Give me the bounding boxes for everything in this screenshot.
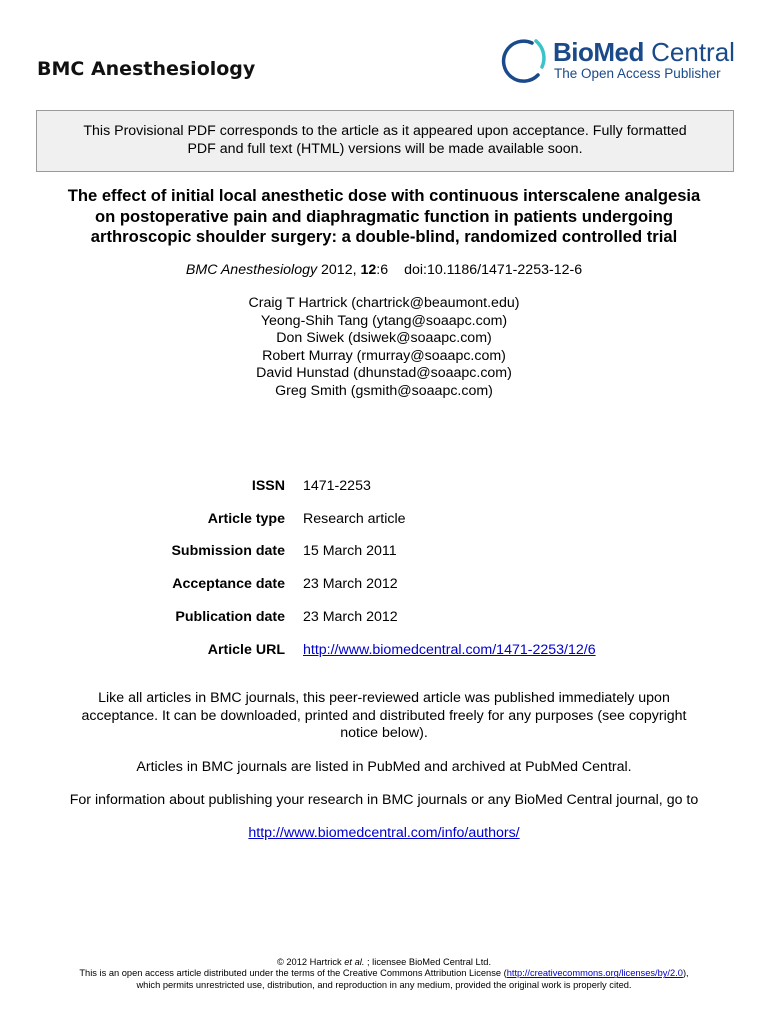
author-entry: Craig T Hartrick (chartrick@beaumont.edu) [248, 295, 520, 311]
author-list [0, 295, 768, 401]
authors-info-link-wrapper [40, 825, 728, 843]
meta-row-acceptance-date [0, 576, 768, 596]
article-title-line: The effect of initial local anesthetic dose with continuous interscalene analgesia [67, 186, 701, 205]
meta-label: Submission date [171, 543, 285, 559]
paragraph-line: acceptance. It can be downloaded, printed and distributed freely for any purposes (see copyright [81, 707, 687, 724]
meta-value: 15 March 2011 [303, 543, 397, 559]
provisional-notice-box [36, 110, 734, 172]
meta-row-submission-date [0, 543, 768, 563]
citation-year: 2012, [321, 262, 357, 278]
meta-label: ISSN [251, 478, 285, 494]
meta-label: Article URL [207, 642, 285, 658]
meta-label: Article type [207, 511, 285, 527]
meta-value: 23 March 2012 [303, 576, 398, 592]
author-entry: Robert Murray (rmurray@soaapc.com) [262, 347, 506, 364]
article-url-link[interactable]: http://www.biomedcentral.com/1471-2253/12/6 [303, 642, 596, 658]
paragraph-line: notice below). [340, 725, 428, 742]
logo-tagline: The Open Access Publisher [554, 66, 721, 81]
logo-brand [553, 37, 735, 67]
license-line [0, 968, 768, 979]
meta-row-publication-date [0, 609, 768, 629]
logo-brand-light: Central [651, 37, 735, 67]
license-text-end: ), [682, 968, 689, 979]
article-title-line: on postoperative pain and diaphragmatic function in patients undergoing [94, 206, 674, 226]
publishing-info-paragraph: For information about publishing your research in BMC journals or any BioMed Central journal, go to [69, 792, 699, 808]
open-access-paragraph [40, 690, 728, 743]
article-title-line: arthroscopic shoulder surgery: a double-blind, randomized controlled trial [90, 227, 678, 246]
meta-value: Research article [303, 511, 406, 527]
meta-row-issn [0, 478, 768, 498]
author-entry: Don Siwek (dsiwek@soaapc.com) [276, 330, 492, 347]
meta-row-article-type [0, 511, 768, 531]
copyright-line [0, 957, 768, 968]
meta-label: Acceptance date [172, 576, 285, 592]
author-entry: Yeong-Shih Tang (ytang@soaapc.com) [260, 312, 508, 329]
author-entry: David Hunstad (dhunstad@soaapc.com) [256, 365, 512, 382]
copyright-text: © 2012 Hartrick [276, 957, 342, 967]
citation-line [0, 262, 768, 278]
copyright-licensee: ; licensee BioMed Central Ltd. [367, 957, 492, 967]
article-title [20, 186, 748, 248]
citation-volume: 12 [360, 262, 377, 278]
pubmed-paragraph: Articles in BMC journals are listed in PubMed and archived at PubMed Central. [136, 759, 632, 775]
meta-value: 23 March 2012 [303, 609, 398, 625]
meta-row-article-url [0, 642, 768, 662]
biomed-central-logo[interactable] [498, 37, 738, 85]
authors-info-link[interactable]: http://www.biomedcentral.com/info/authors/ [248, 825, 520, 841]
license-line-2: which permits unrestricted use, distribution, and reproduction in any medium, provided the original work is properly cited. [136, 979, 632, 990]
citation-journal: BMC Anesthesiology [185, 262, 318, 278]
notice-line-2: PDF and full text (HTML) versions will be made available soon. [187, 141, 583, 157]
meta-label: Publication date [175, 609, 285, 625]
license-text: This is an open access article distributed under the terms of the Creative Commons Attribution License ( [79, 968, 507, 979]
citation-doi: doi:10.1186/1471-2253-12-6 [404, 262, 583, 278]
biomed-swirl-icon [498, 37, 548, 85]
license-footer [0, 957, 768, 991]
meta-value: 1471-2253 [303, 478, 371, 494]
notice-line-1: This Provisional PDF corresponds to the article as it appeared upon acceptance. Fully formatted [83, 123, 687, 139]
cc-license-link[interactable]: http://creativecommons.org/licenses/by/2.0 [506, 968, 683, 979]
author-entry: Greg Smith (gsmith@soaapc.com) [275, 382, 493, 399]
citation-issue: :6 [376, 262, 389, 278]
paragraph-line: Like all articles in BMC journals, this peer-reviewed article was published immediately upon [98, 690, 670, 706]
copyright-et-al: et al. [344, 957, 365, 967]
journal-title: BMC Anesthesiology [37, 58, 256, 80]
logo-brand-bold: BioMed [553, 37, 644, 67]
